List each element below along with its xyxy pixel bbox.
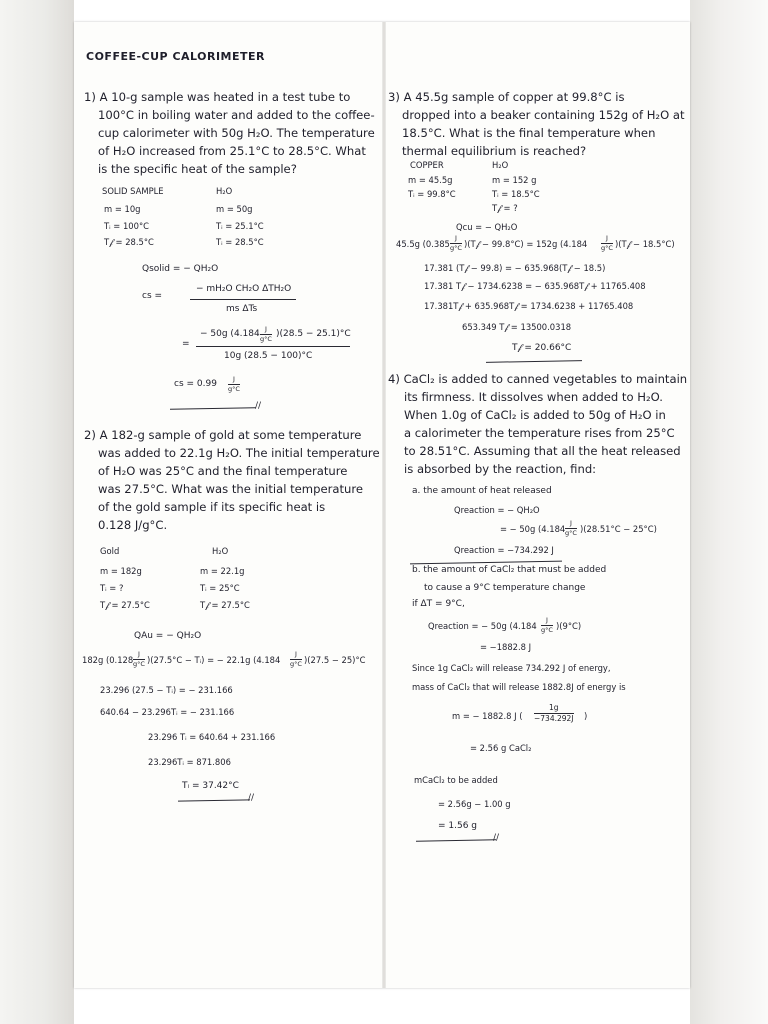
given-value: m = 152 g [492,175,537,185]
solution-step: = 2.56g − 1.00 g [438,799,511,809]
part-b-label: to cause a 9°C temperature change [424,583,586,593]
problem-4-line: its firmness. It dissolves when added to H₂O. [404,390,663,404]
answer: Qreaction = −734.292 J [454,545,554,555]
given-value: T𝒻 = ? [492,203,518,213]
unit-fraction: J g°C [133,650,145,668]
given-value: m = 182g [100,566,142,576]
unit-fraction: J g°C [565,519,577,537]
solution-step: 653.349 T𝒻 = 13500.0318 [462,322,572,332]
end-mark: // [248,793,255,803]
equation-numerator: − mH₂O CH₂O ΔTH₂O [196,284,292,294]
solution-step: = 2.56 g CaCl₂ [470,743,532,753]
equation: Qcu = − QH₂O [456,222,518,232]
solution-step: 17.381T𝒻 + 635.968T𝒻 = 1734.6238 + 11765.408 [424,301,634,311]
given-value: Tᵢ = 99.8°C [408,189,456,199]
background-left [0,0,74,1024]
problem-3-line: 3) A 45.5g sample of copper at 99.8°C is [388,90,625,104]
equation: ) [584,711,588,721]
problem-2-line: 2) A 182-g sample of gold at some temperature [84,428,362,442]
problem-4-line: 4) CaCl₂ is added to canned vegetables to maintain [388,372,688,386]
equation: Qreaction = − QH₂O [454,505,540,515]
answer: T𝒻 = 20.66°C [512,343,572,353]
unit-fraction: J g°C [228,375,240,393]
page-title: COFFEE-CUP CALORIMETER [86,50,266,63]
problem-4-line: a calorimeter the temperature rises from 25°C [404,426,675,440]
conversion-fraction: 1g −734.292J [534,703,574,723]
unit-fraction: J g°C [260,325,272,343]
problem-2-line: was 27.5°C. What was the initial temperature [98,482,364,496]
given-value: Tᵢ = 18.5°C [492,189,540,199]
problem-3-line: thermal equilibrium is reached? [402,144,587,158]
part-b-label: b. the amount of CaCl₂ that must be added [412,565,607,575]
given-value: T𝒻 = 27.5°C [100,600,150,610]
unit-fraction: J g°C [541,616,553,634]
problem-2-line: of the gold sample if its specific heat is [98,500,326,514]
equation: )(T𝒻 − 18.5°C) [615,239,675,249]
given-value: Tᵢ = 25°C [200,583,240,593]
fraction-bar [190,299,296,300]
equation: 45.5g (0.385 [396,239,450,249]
equals-sign: = [182,339,190,349]
equation: )(28.51°C − 25°C) [580,524,657,534]
unit-fraction: J g°C [601,234,613,252]
given-header: H₂O [212,546,229,556]
problem-1-line: 100°C in boiling water and added to the coffee- [98,108,375,122]
given-header: Gold [100,546,120,556]
problem-4-line: When 1.0g of CaCl₂ is added to 50g of H₂O in [404,408,666,422]
page-fold [382,22,386,988]
given-value: m = 10g [104,204,141,214]
given-value: Tᵢ = ? [100,583,124,593]
problem-3-line: 18.5°C. What is the final temperature when [402,126,656,140]
equation: Qsolid = − QH₂O [142,264,219,274]
end-mark: // [493,833,500,843]
given-value: m = 50g [216,204,253,214]
solution-step: 23.296 Tᵢ = 640.64 + 231.166 [148,732,276,742]
equation-numerator: )(28.5 − 25.1)°C [276,329,351,339]
equation: )(T𝒻 − 99.8°C) = 152g (4.184 [464,239,588,249]
problem-1-line: 1) A 10-g sample was heated in a test tube to [84,90,351,104]
given-value: Tᵢ = 25.1°C [216,221,264,231]
solution-step: = −1882.8 J [480,642,532,652]
background-right [690,0,768,1024]
equation: )(27.5°C − Tᵢ) = − 22.1g (4.184 [147,655,281,665]
part-a-label: a. the amount of heat released [412,486,552,496]
unit-fraction: J g°C [290,650,302,668]
solution-step: 23.296 (27.5 − Tᵢ) = − 231.166 [100,685,233,695]
given-value: m = 45.5g [408,175,453,185]
given-header: H₂O [492,160,509,170]
fraction-bar [196,346,350,347]
equation-denominator: 10g (28.5 − 100)°C [224,351,313,361]
equation: m = − 1882.8 J ( [452,711,523,721]
equation: QAu = − QH₂O [134,631,202,641]
equation: Qreaction = − 50g (4.184 [428,621,537,631]
solution-step: mCaCl₂ to be added [414,775,498,785]
answer: Tᵢ = 37.42°C [182,781,239,791]
solution-step: 17.381 T𝒻 − 1734.6238 = − 635.968T𝒻 + 11765.408 [424,281,646,291]
equation-denominator: ms ΔTs [226,304,258,314]
equation-numerator: − 50g (4.184 [200,329,260,339]
given-value: Tᵢ = 28.5°C [216,237,264,247]
problem-2-line: of H₂O was 25°C and the final temperature [98,464,348,478]
solution-text: mass of CaCl₂ that will release 1882.8J of energy is [412,682,626,692]
problem-3-line: dropped into a beaker containing 152g of H₂O at [402,108,685,122]
answer: = 1.56 g [438,821,478,831]
equation: )(27.5 − 25)°C [304,655,366,665]
problem-4-line: to 28.51°C. Assuming that all the heat released [404,444,681,458]
problem-1-line: cup calorimeter with 50g H₂O. The temperature [98,126,375,140]
equation: 182g (0.128 [82,655,134,665]
given-header: COPPER [410,160,444,170]
problem-1-line: is the specific heat of the sample? [98,162,297,176]
given-value: T𝒻 = 28.5°C [104,237,154,247]
equation: )(9°C) [556,621,582,631]
given-value: T𝒻 = 27.5°C [200,600,250,610]
solution-step: 23.296Tᵢ = 871.806 [148,757,231,767]
problem-2-line: was added to 22.1g H₂O. The initial temperature [98,446,380,460]
given-header: SOLID SAMPLE [102,186,164,196]
problem-1-line: of H₂O increased from 25.1°C to 28.5°C. What [98,144,366,158]
unit-fraction: J g°C [450,234,462,252]
problem-4-line: is absorbed by the reaction, find: [404,462,597,476]
solution-step: 17.381 (T𝒻 − 99.8) = − 635.968(T𝒻 − 18.5) [424,263,606,273]
given-value: m = 22.1g [200,566,245,576]
solution-text: Since 1g CaCl₂ will release 734.292 J of energy, [412,663,611,673]
end-mark: // [255,401,262,411]
condition: if ΔT = 9°C, [412,599,465,609]
solution-step: 640.64 − 23.296Tᵢ = − 231.166 [100,707,235,717]
problem-2-line: 0.128 J/g°C. [98,518,168,532]
given-header: H₂O [216,186,233,196]
equation: = − 50g (4.184 [500,524,566,534]
answer: cs = 0.99 [174,379,217,389]
equation-lhs: cs = [142,291,163,301]
given-value: Tᵢ = 100°C [104,221,149,231]
